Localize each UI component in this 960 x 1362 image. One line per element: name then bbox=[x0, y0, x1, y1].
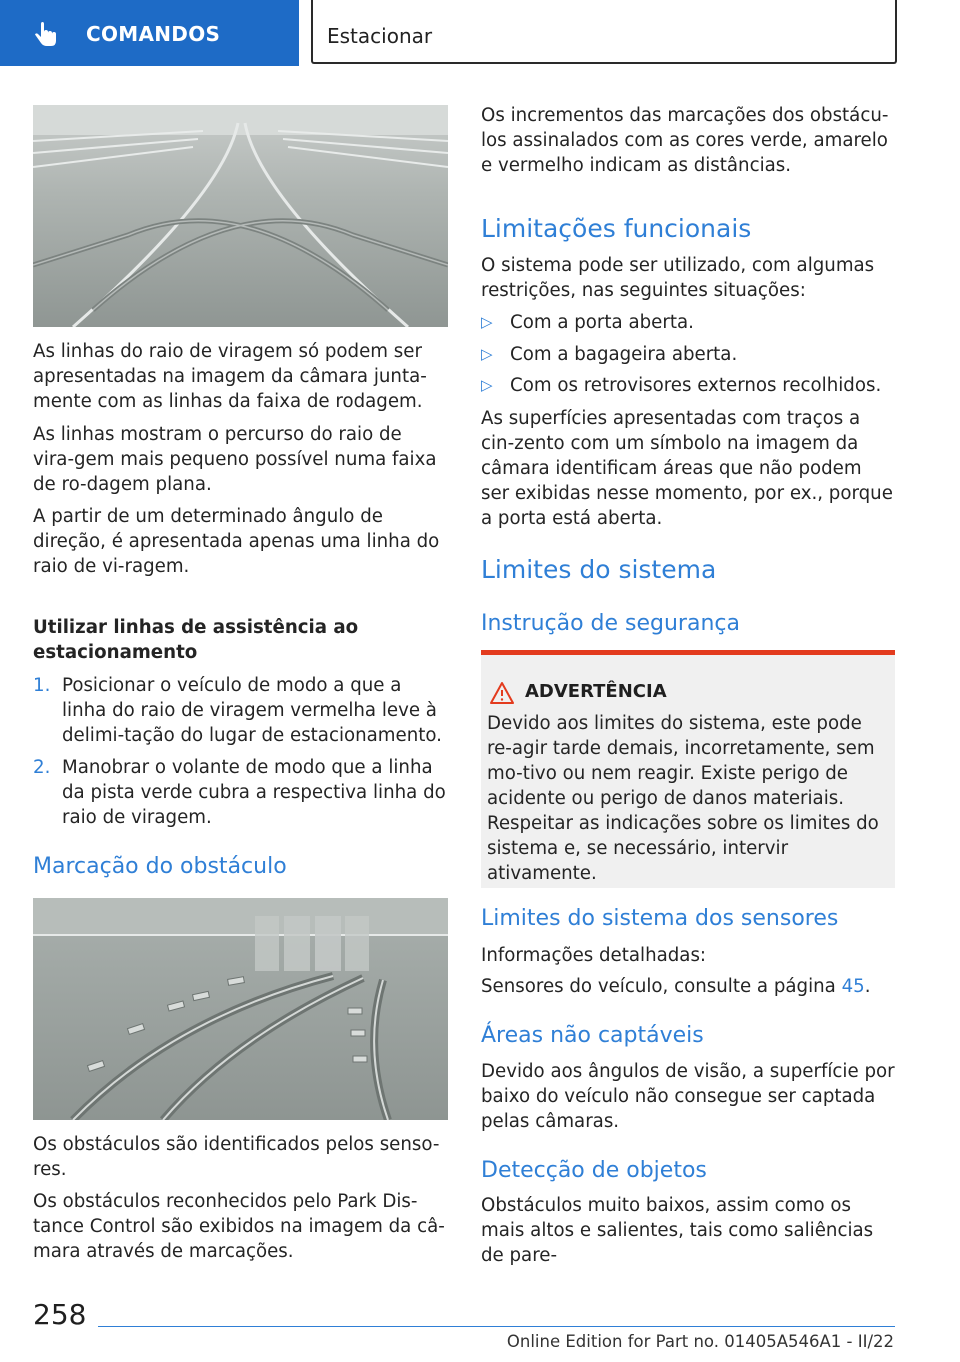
reference-text: Sensores do veículo, consulte a página bbox=[481, 976, 842, 997]
paragraph: As linhas do raio de viragem só podem ser apresentadas na imagem da câmara junta-mente com as linhas da faixa de rodagem. bbox=[33, 341, 427, 412]
turning-lines-illustration bbox=[33, 105, 448, 327]
bullet-triangle-icon: ▷ bbox=[481, 376, 493, 394]
list-text: Posicionar o veículo de modo a que a linha do raio de viragem vermelha leve à delimi-tação do lugar de estacionamento. bbox=[62, 675, 442, 746]
list-text: Manobrar o volante de modo que a linha da pista verde cubra a respectiva linha do raio de viragem. bbox=[62, 757, 446, 828]
subsection-heading: Detecção de objetos bbox=[481, 1158, 707, 1183]
section-heading: Limitações funcionais bbox=[481, 214, 752, 243]
footer-divider bbox=[98, 1326, 895, 1327]
list-item bbox=[33, 755, 448, 830]
warning-box bbox=[481, 650, 895, 888]
list-item bbox=[481, 310, 895, 335]
warning-title: ADVERTÊNCIA bbox=[525, 681, 667, 702]
page-title: Estacionar bbox=[327, 24, 433, 48]
list-number: 2. bbox=[33, 757, 51, 778]
page-link[interactable]: 45 bbox=[841, 976, 865, 997]
page-header bbox=[311, 0, 897, 64]
paragraph: A partir de um determinado ângulo de direção, é apresentada apenas uma linha do raio de vi-ragem. bbox=[33, 506, 440, 577]
paragraph: Devido aos ângulos de visão, a superfície por baixo do veículo não consegue ser captada pelas câmaras. bbox=[481, 1061, 895, 1132]
list-item bbox=[481, 342, 895, 367]
page-number: 258 bbox=[33, 1298, 87, 1331]
paragraph: O sistema pode ser utilizado, com algumas restrições, nas seguintes situações: bbox=[481, 255, 875, 301]
list-number: 1. bbox=[33, 675, 51, 696]
hand-pointer-icon bbox=[30, 20, 60, 50]
turning-radius-camera-image bbox=[33, 105, 448, 327]
bullet-triangle-icon: ▷ bbox=[481, 313, 493, 331]
list-text: Com os retrovisores externos recolhidos. bbox=[510, 375, 882, 396]
obstacle-marking-camera-image bbox=[33, 898, 448, 1120]
reference-suffix: . bbox=[864, 976, 871, 997]
list-text: Com a porta aberta. bbox=[510, 312, 694, 333]
paragraph: Os obstáculos são identificados pelos senso-res. bbox=[33, 1134, 440, 1180]
paragraph: Informações detalhadas: bbox=[481, 945, 707, 966]
list-item bbox=[481, 373, 895, 398]
obstacle-markers-illustration bbox=[33, 898, 448, 1120]
subsection-heading: Limites do sistema dos sensores bbox=[481, 906, 839, 931]
warning-text: Devido aos limites do sistema, este pode re-agir tarde demais, incorretamente, sem mo-tivo ou nem reagir. Existe perigo de acidente ou perigo de danos materiais. Respeitar as indicações sobre os limites do sistema e, se necessário, intervir ativamente. bbox=[487, 713, 879, 884]
list-text: Com a bagageira aberta. bbox=[510, 344, 738, 365]
section-heading: Limites do sistema bbox=[481, 555, 717, 584]
subsection-heading: Áreas não captáveis bbox=[481, 1023, 704, 1048]
bullet-triangle-icon: ▷ bbox=[481, 345, 493, 363]
subsection-heading: Instrução de segurança bbox=[481, 611, 740, 636]
paragraph: As linhas mostram o percurso do raio de vira-gem mais pequeno possível numa faixa de ro-dagem plana. bbox=[33, 424, 437, 495]
paragraph: Os incrementos das marcações dos obstácu-los assinalados com as cores verde, amarelo e vermelho indicam as distâncias. bbox=[481, 105, 889, 176]
subheading: Utilizar linhas de assistência ao estacionamento bbox=[33, 617, 359, 663]
section-label: COMANDOS bbox=[86, 22, 221, 46]
paragraph: As superfícies apresentadas com traços a cin-zento com um símbolo na imagem da câmara identificam áreas que não podem ser exibidas nesse momento, por ex., porque a porta está aberta. bbox=[481, 408, 893, 529]
section-tab[interactable] bbox=[0, 0, 299, 66]
paragraph: Os obstáculos reconhecidos pelo Park Dis-tance Control são exibidos na imagem da câ-mara através de marcações. bbox=[33, 1191, 445, 1262]
paragraph bbox=[481, 974, 895, 999]
warning-triangle-icon bbox=[489, 681, 515, 705]
section-heading: Marcação do obstáculo bbox=[33, 854, 287, 879]
list-item bbox=[33, 673, 448, 748]
paragraph: Obstáculos muito baixos, assim como os mais altos e salientes, tais como saliências de pare- bbox=[481, 1195, 874, 1266]
edition-text: Online Edition for Part no. 01405A546A1 - II/22 bbox=[506, 1332, 894, 1351]
